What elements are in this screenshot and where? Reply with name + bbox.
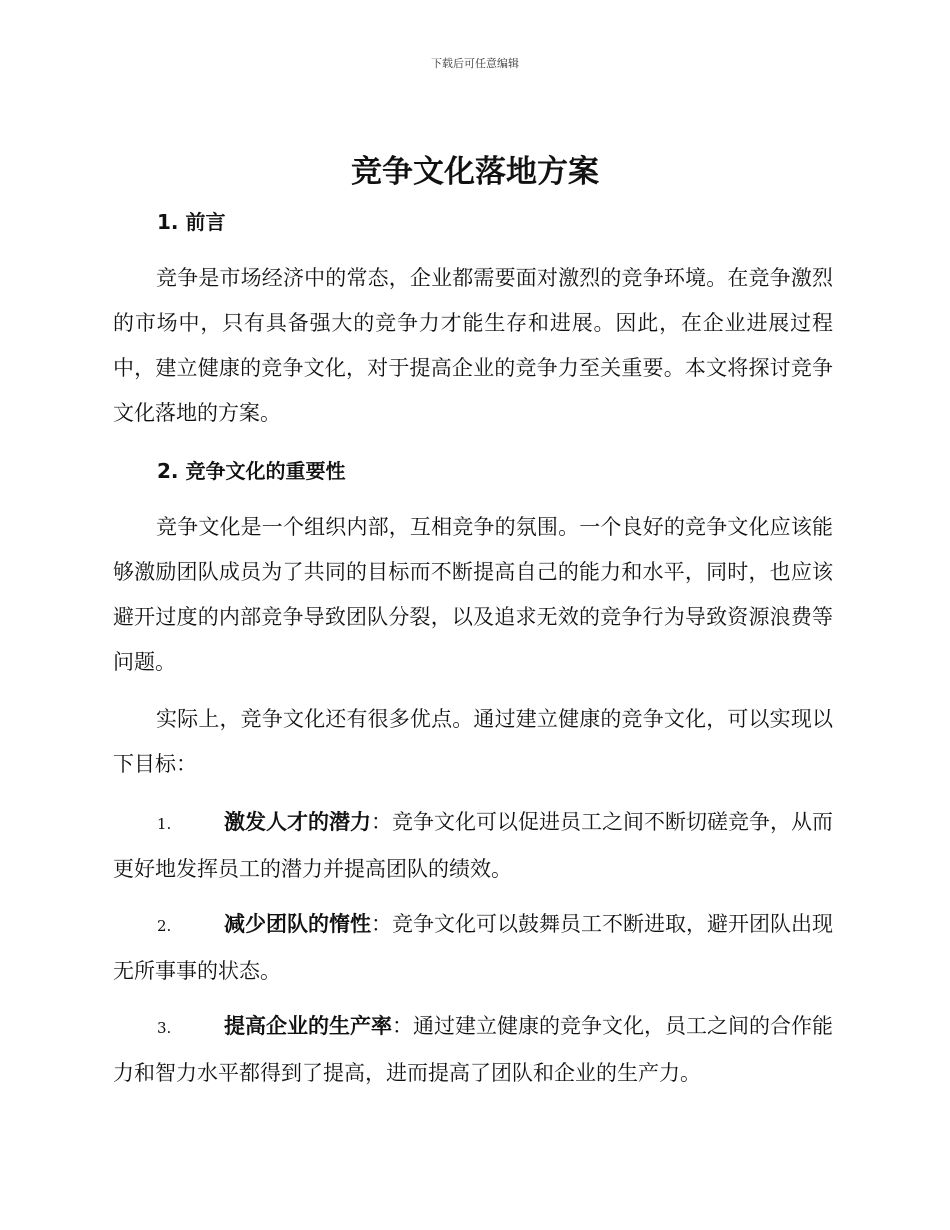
list-item-text: ：竞争文化可以鼓舞员工不断进取，避开团队出现无所事事的状态。: [113, 912, 833, 983]
list-item-number: 3.: [157, 1019, 172, 1037]
list-item: [113, 1004, 833, 1096]
section-heading-importance: 2. 竞争文化的重要性: [157, 459, 346, 483]
paragraph-importance-2: 实际上，竞争文化还有很多优点。通过建立健康的竞争文化，可以实现以下目标：: [113, 707, 833, 776]
list-item: [113, 902, 833, 994]
list-item-text: ：通过建立健康的竞争文化，员工之间的合作能力和智力水平都得到了提高，进而提高了团队和企业的生产力。: [113, 1014, 833, 1085]
list-item-text: ：竞争文化可以促进员工之间不断切磋竞争，从而更好地发挥员工的潜力并提高团队的绩效。: [113, 810, 833, 881]
list-item-term: 激发人才的潜力: [224, 810, 371, 834]
page-header: 下载后可任意编辑: [431, 57, 519, 70]
section-heading-preface: 1. 前言: [157, 210, 226, 234]
list-item-term: 提高企业的生产率: [224, 1014, 392, 1038]
list-item-number: 1.: [157, 815, 172, 833]
list-item-term: 减少团队的惰性: [224, 912, 371, 936]
list-item-number: 2.: [157, 917, 172, 935]
paragraph-preface: 竞争是市场经济中的常态，企业都需要面对激烈的竞争环境。在竞争激烈的市场中，只有具备强大的竞争力才能生存和进展。因此，在企业进展过程中，建立健康的竞争文化，对于提高企业的竞争力至关重要。本文将探讨竞争文化落地的方案。: [113, 266, 833, 425]
paragraph-importance-1: 竞争文化是一个组织内部，互相竞争的氛围。一个良好的竞争文化应该能够激励团队成员为了共同的目标而不断提高自己的能力和水平，同时，也应该避开过度的内部竞争导致团队分裂，以及追求无效的竞争行为导致资源浪费等问题。: [113, 515, 833, 674]
list-item: [113, 800, 833, 892]
document-title: 竞争文化落地方案: [351, 154, 599, 190]
